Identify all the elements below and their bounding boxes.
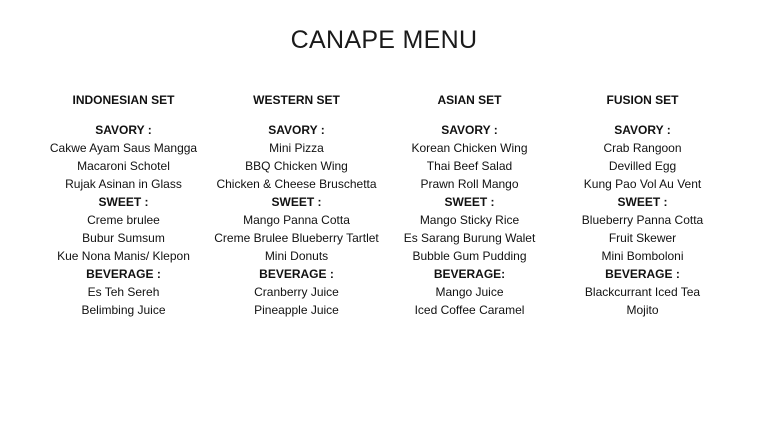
menu-item: Prawn Roll Mango xyxy=(420,177,519,191)
menu-item: Kue Nona Manis/ Klepon xyxy=(57,249,190,263)
menu-item: BBQ Chicken Wing xyxy=(245,159,348,173)
menu-item: Mini Donuts xyxy=(264,249,329,263)
menu-set-indonesian xyxy=(37,91,210,319)
menu-item: Blueberry Panna Cotta xyxy=(581,213,704,227)
page-title: CANAPE MENU xyxy=(290,26,478,54)
menu-item: Es Sarang Burung Walet xyxy=(403,231,536,245)
menu-item: Korean Chicken Wing xyxy=(411,141,528,155)
menu-columns xyxy=(37,91,729,319)
section-label-savory: SAVORY : xyxy=(95,123,152,137)
menu-item: Belimbing Juice xyxy=(81,303,166,317)
menu-set-western xyxy=(210,91,383,319)
menu-item: Creme brulee xyxy=(87,213,160,227)
menu-item: Macaroni Schotel xyxy=(77,159,170,173)
menu-item: Fruit Skewer xyxy=(608,231,677,245)
set-title: INDONESIAN SET xyxy=(72,93,175,107)
section-label-savory: SAVORY : xyxy=(268,123,325,137)
menu-item: Cakwe Ayam Saus Mangga xyxy=(49,141,198,155)
menu-item: Cranberry Juice xyxy=(254,285,339,299)
menu-item: Rujak Asinan in Glass xyxy=(65,177,182,191)
section-label-beverage: BEVERAGE : xyxy=(605,267,680,281)
section-label-beverage: BEVERAGE : xyxy=(259,267,334,281)
menu-item: Mini Bomboloni xyxy=(601,249,684,263)
menu-item: Blackcurrant Iced Tea xyxy=(584,285,701,299)
menu-item: Mini Pizza xyxy=(269,141,324,155)
menu-item: Chicken & Cheese Bruschetta xyxy=(216,177,377,191)
section-label-savory: SAVORY : xyxy=(441,123,498,137)
menu-item: Thai Beef Salad xyxy=(426,159,513,173)
menu-set-asian xyxy=(383,91,556,319)
menu-item: Kung Pao Vol Au Vent xyxy=(583,177,702,191)
menu-item: Creme Brulee Blueberry Tartlet xyxy=(214,231,379,245)
menu-item: Mojito xyxy=(626,303,659,317)
menu-item: Devilled Egg xyxy=(608,159,677,173)
menu-item: Bubble Gum Pudding xyxy=(412,249,527,263)
menu-item: Iced Coffee Caramel xyxy=(414,303,525,317)
menu-item: Mango Panna Cotta xyxy=(243,213,350,227)
section-label-sweet: SWEET : xyxy=(444,195,495,209)
menu-item: Mango Sticky Rice xyxy=(419,213,520,227)
menu-item: Pineapple Juice xyxy=(254,303,339,317)
set-title: ASIAN SET xyxy=(437,93,502,107)
menu-item: Bubur Sumsum xyxy=(82,231,165,245)
section-label-beverage: BEVERAGE : xyxy=(86,267,161,281)
section-label-sweet: SWEET : xyxy=(271,195,322,209)
menu-item: Crab Rangoon xyxy=(603,141,682,155)
section-label-savory: SAVORY : xyxy=(614,123,671,137)
set-title: WESTERN SET xyxy=(253,93,340,107)
section-label-sweet: SWEET : xyxy=(98,195,149,209)
menu-item: Es Teh Sereh xyxy=(87,285,160,299)
section-label-beverage: BEVERAGE: xyxy=(433,267,506,281)
menu-item: Mango Juice xyxy=(435,285,504,299)
menu-set-fusion xyxy=(556,91,729,319)
section-label-sweet: SWEET : xyxy=(617,195,668,209)
set-title: FUSION SET xyxy=(606,93,679,107)
